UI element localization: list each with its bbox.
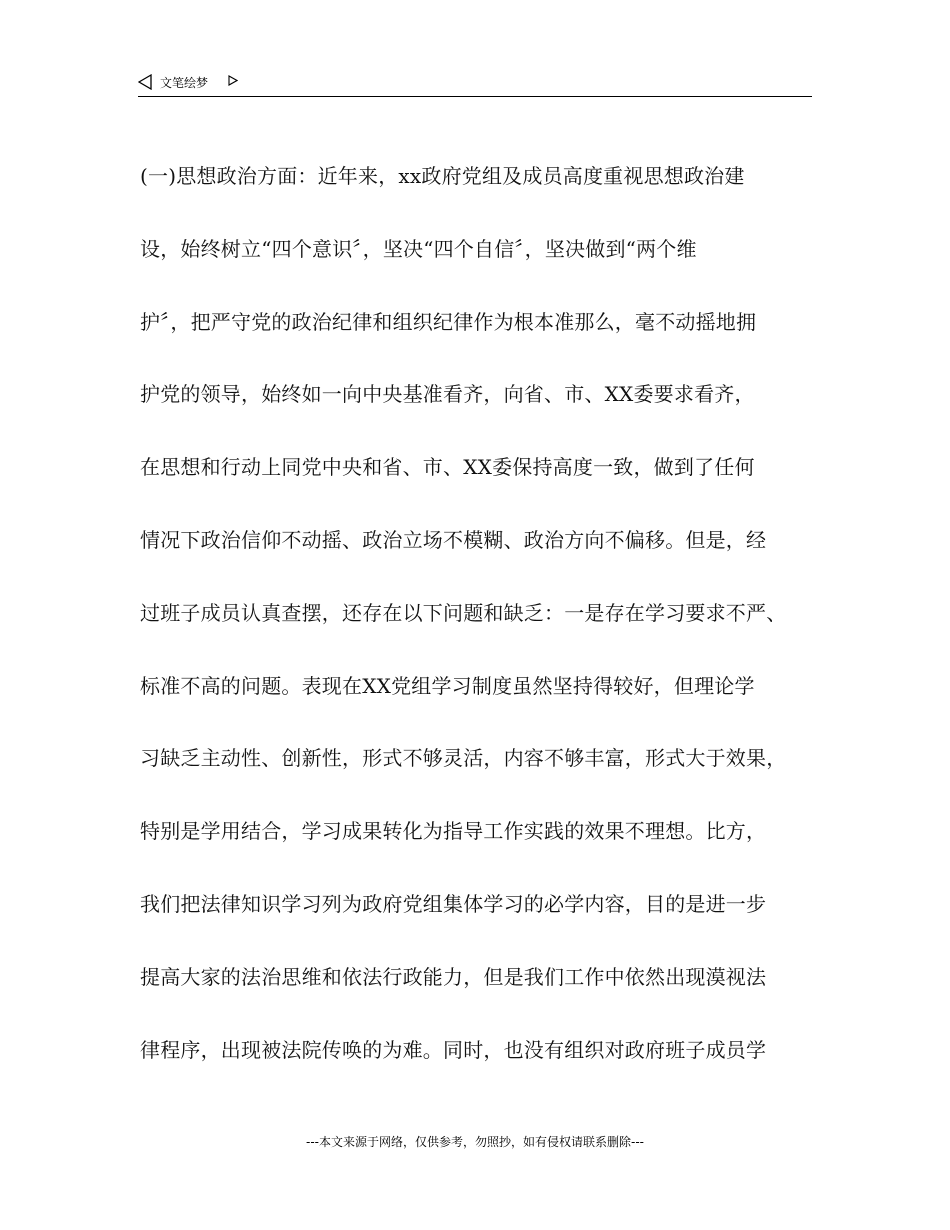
body-line: 护〞，把严守党的政治纪律和组织纪律作为根本准那么，毫不动摇地拥 [140,309,757,334]
header-title: 文笔绘梦 [160,76,209,90]
body-line: 在思想和行动上同党中央和省、市、XX委保持高度一致，做到了任何 [140,455,755,480]
document-footer-disclaimer: ---本文来源于网络，仅供参考，勿照抄，如有侵权请联系删除--- [306,1135,644,1149]
body-line: 律程序，出现被法院传唤的为难。同时，也没有组织对政府班子成员学 [140,1037,767,1062]
document-body [140,162,840,1108]
triangle-left-icon [138,74,152,90]
body-line: 习缺乏主动性、创新性，形式不够灵活，内容不够丰富，形式大于效果， [140,746,787,771]
document-header [138,72,812,97]
body-line: 过班子成员认真查摆，还存在以下问题和缺乏：一是存在学习要求不严、 [140,600,787,625]
triangle-right-icon [228,75,238,86]
body-line: 情况下政治信仰不动摇、政治立场不模糊、政治方向不偏移。但是，经 [140,527,767,552]
body-line: 护党的领导，始终如一向中央基准看齐，向省、市、XX委要求看齐， [140,382,755,407]
body-line: 提高大家的法治思维和依法行政能力，但是我们工作中依然出现漠视法 [140,964,767,989]
body-line: 我们把法律知识学习列为政府党组集体学习的必学内容，目的是进一步 [140,891,767,916]
body-line: 特别是学用结合，学习成果转化为指导工作实践的效果不理想。比方， [140,819,767,844]
body-line: 设，始终树立“四个意识〞，坚决“四个自信〞，坚决做到“两个维 [140,236,697,261]
body-line: 标准不高的问题。表现在XX党组学习制度虽然坚持得较好，但理论学 [140,673,755,698]
body-line: (一)思想政治方面：近年来，xx政府党组及成员高度重视思想政治建 [140,164,745,188]
